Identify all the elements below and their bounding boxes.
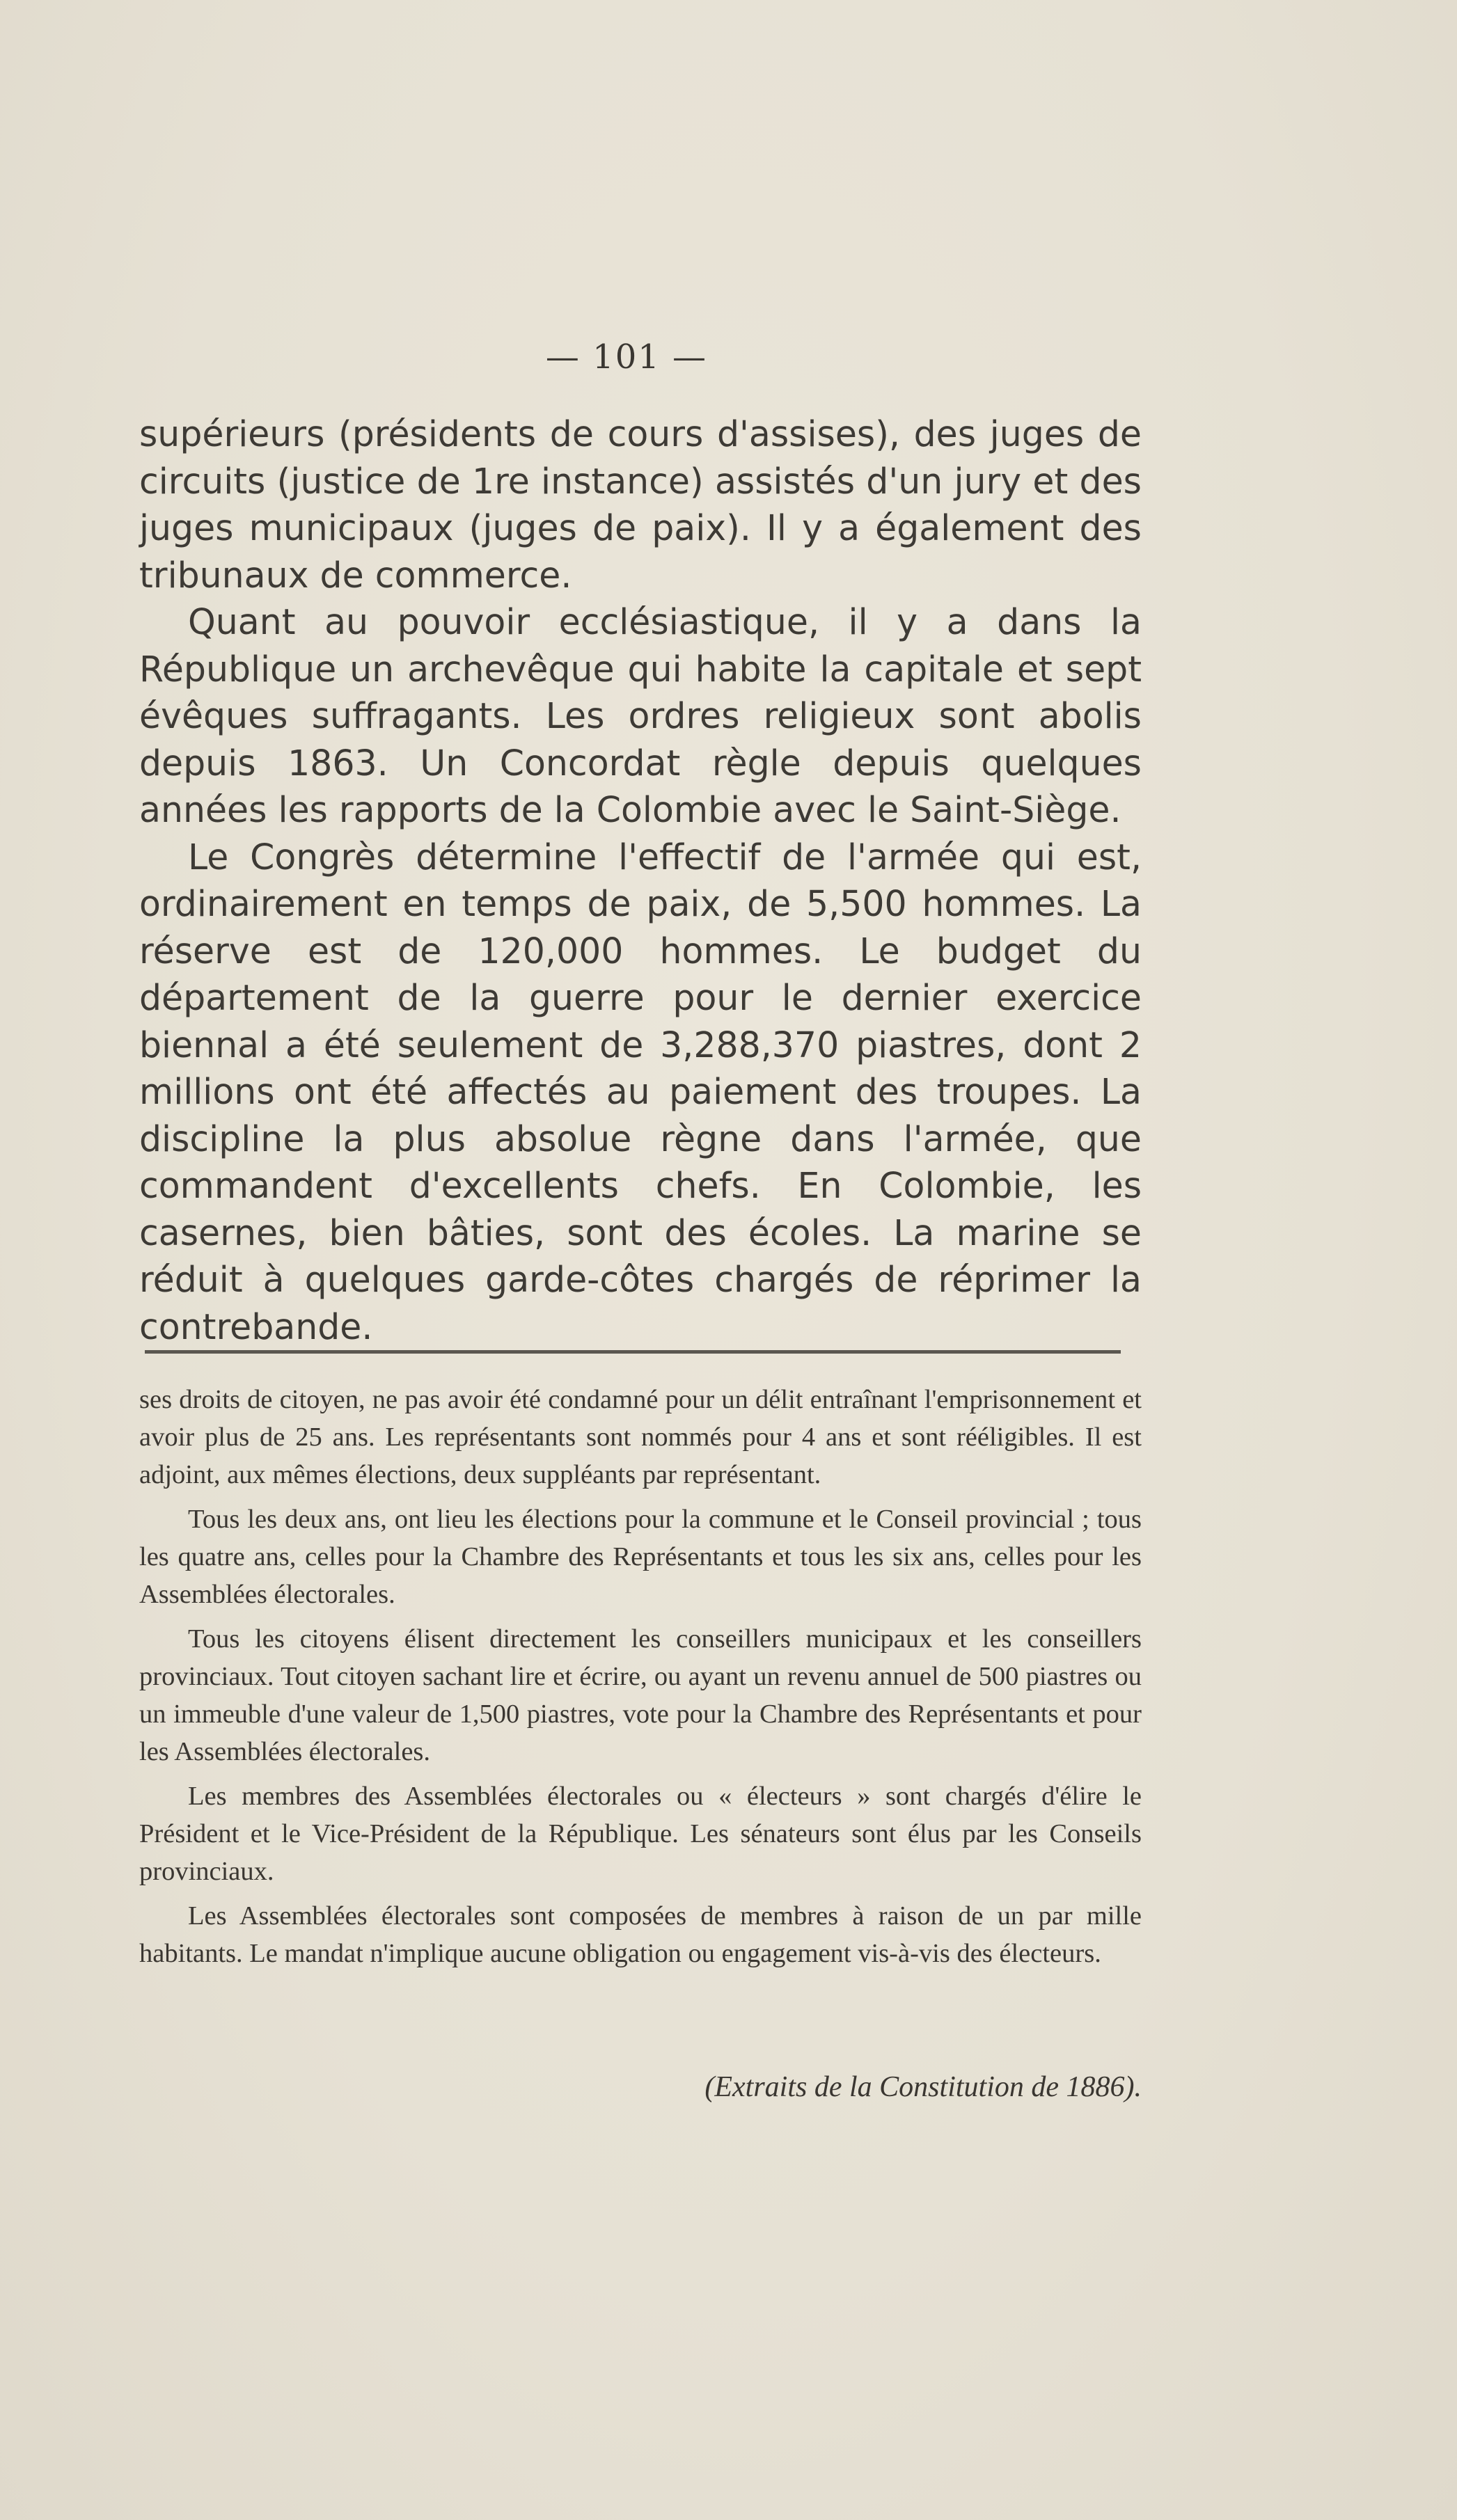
main-paragraph-3: Le Congrès détermine l'effectif de l'armée qui est, ordinairement en temps de paix, de 5,500 hommes. La réserve est de 120,000 hommes. Le budget du département de la guerre pour le dernier exercice biennal a été seulement de 3,288,370 piastres, dont 2 millions ont été affectés au paiement des troupes. La discipline la plus absolue règne dans l'armée, que commandent d'excellents chefs. En Colombie, les casernes, bien bâties, sont des écoles. La marine se réduit à quelques garde-côtes chargés de réprimer la contrebande.	[139, 836, 1142, 1347]
footnote-paragraph-1: ses droits de citoyen, ne pas avoir été condamné pour un délit entraînant l'emprisonnement et avoir plus de 25 ans. Les représentants sont nommés pour 4 ans et sont rééligibles. Il est adjoint, aux mêmes élections, deux suppléants par représentant.	[139, 1385, 1142, 1489]
footnote	[139, 1381, 1142, 1979]
footnote-paragraph-2: Tous les deux ans, ont lieu les élections pour la commune et le Conseil provincial ; tous les quatre ans, celles pour la Chambre des Représentants et tous les six ans, celles pour les Assemblées électorales.	[139, 1505, 1142, 1609]
main-paragraph-1: supérieurs (présidents de cours d'assises), des juges de circuits (justice de 1re instance) assistés d'un jury et des juges municipaux (juges de paix). Il y a également des tribunaux de commerce.	[139, 413, 1142, 596]
footnote-paragraph-4: Les membres des Assemblées électorales ou « électeurs » sont chargés d'élire le Président et le Vice-Président de la République. Les sénateurs sont élus par les Conseils provinciaux.	[139, 1782, 1142, 1886]
main-text	[139, 411, 1142, 1350]
main-paragraph-2: Quant au pouvoir ecclésiastique, il y a dans la République un archevêque qui habite la capitale et sept évêques suffragants. Les ordres religieux sont abolis depuis 1863. Un Concordat règle depuis quelques années les rapports de la Colombie avec le Saint-Siège.	[139, 601, 1142, 830]
footnote-citation: (Extraits de la Constitution de 1886).	[704, 2071, 1142, 2103]
page-number: — 101 —	[545, 338, 708, 377]
footnote-divider	[145, 1350, 1121, 1354]
footnote-paragraph-5: Les Assemblées électorales sont composées de membres à raison de un par mille habitants. Le mandat n'implique aucune obligation ou engagement vis-à-vis des électeurs.	[139, 1901, 1142, 1968]
footnote-paragraph-3: Tous les citoyens élisent directement les conseillers municipaux et les conseillers provinciaux. Tout citoyen sachant lire et écrire, ou ayant un revenu annuel de 500 piastres ou un immeuble d'une valeur de 1,500 piastres, vote pour la Chambre des Représentants et pour les Assemblées électorales.	[139, 1624, 1142, 1766]
